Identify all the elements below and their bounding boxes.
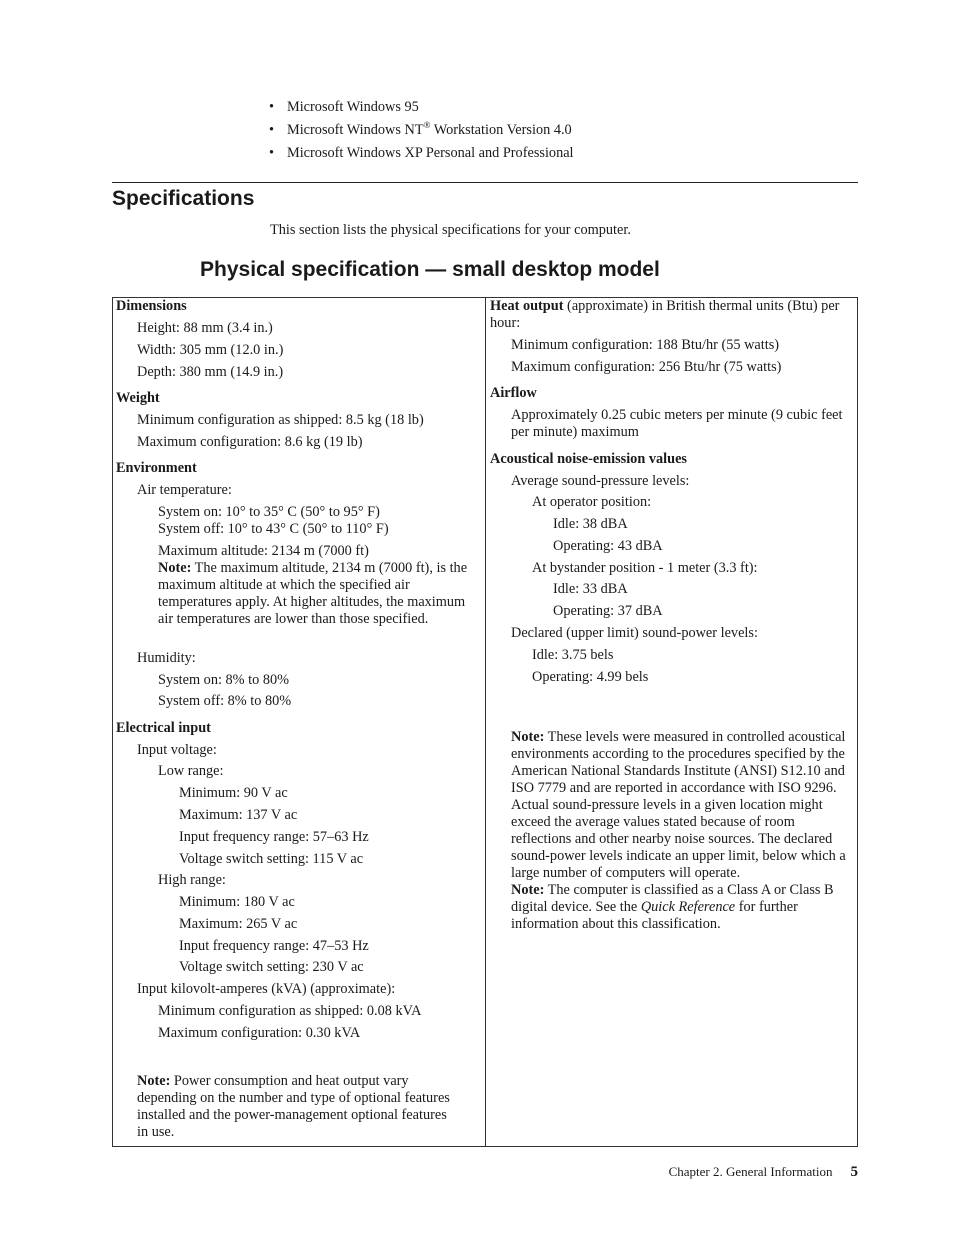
temp-system-off: System off: 10° to 43° C (50° to 110° F) [158, 521, 389, 537]
weight-heading: Weight [116, 390, 160, 406]
list-item: • Microsoft Windows XP Personal and Professional [269, 145, 574, 161]
list-item: • Microsoft Windows 95 [269, 99, 419, 115]
bystander-position-label: At bystander position - 1 meter (3.3 ft): [532, 560, 758, 576]
dimension-height: Height: 88 mm (3.4 in.) [137, 320, 273, 336]
section-title: Specifications [112, 187, 255, 210]
acoustic-note [511, 729, 855, 882]
list-item: • Microsoft Windows NT® Workstation Version 4.0 [269, 120, 572, 138]
note-text: The maximum altitude, 2134 m (7000 ft), is the maximum altitude at which the specified air temperatures apply. At higher altitudes, the maximum air temperatures are lower than those specified. [158, 560, 468, 627]
operator-position-label: At operator position: [532, 494, 652, 510]
note-text: The computer is classified as a Class A or Class B digital device. See the [511, 882, 834, 915]
declared-operating: Operating: 4.99 bels [532, 669, 649, 685]
humidity-system-on: System on: 8% to 80% [158, 672, 290, 688]
note-text: Power consumption and heat output vary depending on the number and type of optional features installed and the power-management optional features in use. [137, 1073, 450, 1140]
os-item-text: Microsoft Windows 95 [287, 99, 419, 115]
air-temperature-label: Air temperature: [137, 482, 232, 498]
low-range-frequency: Input frequency range: 57–63 Hz [179, 829, 369, 845]
power-note [137, 1073, 459, 1141]
quick-reference-title: Quick Reference [640, 899, 736, 915]
operator-idle: Idle: 38 dBA [553, 516, 628, 532]
operator-operating: Operating: 43 dBA [553, 538, 663, 554]
temp-system-on: System on: 10° to 35° C (50° to 95° F) [158, 504, 380, 520]
heat-output-heading [490, 298, 852, 332]
high-range-frequency: Input frequency range: 47–53 Hz [179, 938, 369, 954]
weight-min: Minimum configuration as shipped: 8.5 kg (18 lb) [137, 412, 424, 428]
environment-heading: Environment [116, 460, 197, 476]
classification-note [511, 882, 855, 933]
weight-max: Maximum configuration: 8.6 kg (19 lb) [137, 434, 363, 450]
kva-label: Input kilovolt-amperes (kVA) (approximate): [137, 981, 396, 997]
dimensions-heading: Dimensions [116, 298, 187, 314]
electrical-heading: Electrical input [116, 720, 211, 736]
declared-sound-power-label: Declared (upper limit) sound-power levels: [511, 625, 758, 641]
heat-max: Maximum configuration: 256 Btu/hr (75 watts) [511, 359, 782, 375]
airflow-text: Approximately 0.25 cubic meters per minute (9 cubic feet per minute) maximum [511, 407, 843, 440]
acoustic-notes [511, 729, 855, 933]
avg-sound-pressure-label: Average sound-pressure levels: [511, 473, 690, 489]
max-altitude: Maximum altitude: 2134 m (7000 ft) [158, 543, 369, 559]
humidity-system-off: System off: 8% to 80% [158, 693, 292, 709]
kva-min: Minimum configuration as shipped: 0.08 kVA [158, 1003, 422, 1019]
dimension-width: Width: 305 mm (12.0 in.) [137, 342, 284, 358]
humidity-label: Humidity: [137, 650, 196, 666]
section-intro: This section lists the physical specifications for your computer. [270, 222, 631, 238]
high-range-max: Maximum: 265 V ac [179, 916, 298, 932]
note-text: for further information about this classification. [511, 899, 798, 932]
input-voltage-label: Input voltage: [137, 742, 217, 758]
subsection-title: Physical specification — small desktop model [200, 258, 660, 281]
declared-idle: Idle: 3.75 bels [532, 647, 614, 663]
registered-mark: ® [423, 120, 431, 130]
heat-min: Minimum configuration: 188 Btu/hr (55 watts) [511, 337, 780, 353]
os-item-text: Microsoft Windows XP Personal and Professional [287, 145, 574, 161]
high-range-min: Minimum: 180 V ac [179, 894, 295, 910]
low-range-switch: Voltage switch setting: 115 V ac [179, 851, 364, 867]
kva-max: Maximum configuration: 0.30 kVA [158, 1025, 361, 1041]
heat-output-desc: (approximate) in British thermal units (Btu) per hour: [490, 298, 840, 331]
high-range-switch: Voltage switch setting: 230 V ac [179, 959, 364, 975]
acoustic-heading: Acoustical noise-emission values [490, 451, 687, 467]
note-label: Note: [511, 729, 545, 745]
altitude-note [158, 560, 480, 628]
bystander-idle: Idle: 33 dBA [553, 581, 628, 597]
section-rule [112, 182, 858, 183]
note-label: Note: [158, 560, 192, 576]
high-range-label: High range: [158, 872, 226, 888]
low-range-max: Maximum: 137 V ac [179, 807, 298, 823]
page-number: 5 [850, 1164, 858, 1180]
footer-chapter: Chapter 2. General Information [668, 1164, 833, 1179]
heat-output-label: Heat output [490, 298, 564, 314]
low-range-min: Minimum: 90 V ac [179, 785, 288, 801]
bystander-operating: Operating: 37 dBA [553, 603, 663, 619]
page-footer [669, 1163, 858, 1181]
note-label: Note: [511, 882, 545, 898]
table-column-divider [485, 297, 486, 1147]
os-item-text: Microsoft Windows NT [287, 122, 424, 138]
note-label: Note: [137, 1073, 171, 1089]
dimension-depth: Depth: 380 mm (14.9 in.) [137, 364, 284, 380]
os-bullet-list [269, 99, 574, 168]
os-item-suffix: Workstation Version 4.0 [430, 122, 572, 138]
note-text: These levels were measured in controlled acoustical environments according to the procedures specified by the American National Standards Institute (ANSI) S12.10 and ISO 7779 and are reported in accordance with ISO 9296. Actual sound-pressure levels in a given location might exceed the average values stated because of room reflections and other nearby noise sources. The declared sound-power levels indicate an upper limit, below which a large number of computers will operate. [511, 729, 846, 881]
low-range-label: Low range: [158, 763, 224, 779]
airflow-heading: Airflow [490, 385, 537, 401]
